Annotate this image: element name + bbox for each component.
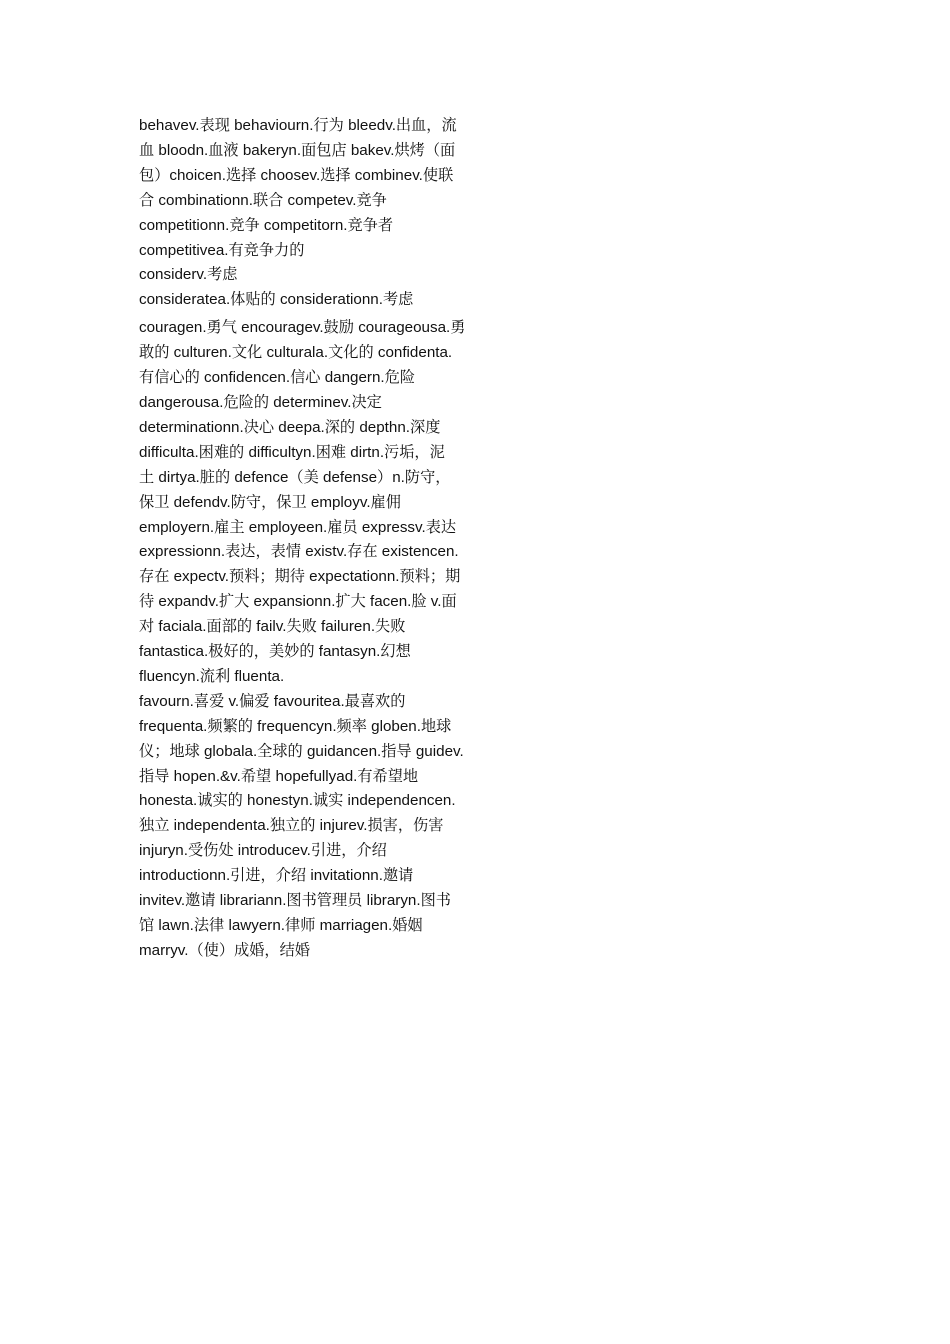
text-line: introductionn.引进，介绍 invitationn.邀请 <box>139 867 414 885</box>
text-line: difficulta.困难的 difficultyn.困难 dirtn.污垢，泥 <box>139 443 445 461</box>
text-line: determinationn.决心 deepa.深的 depthn.深度 <box>139 418 441 436</box>
vocabulary-text-block <box>139 114 489 964</box>
text-line: couragen.勇气 encouragev.鼓励 courageousa.勇 <box>139 319 466 337</box>
text-line: fluencyn.流利 fluenta. <box>139 667 285 685</box>
text-line: 独立 independenta.独立的 injurev.损害，伤害 <box>139 817 444 835</box>
text-line: frequenta.频繁的 frequencyn.频率 globen.地球 <box>139 717 452 735</box>
text-line: behavev.表现 behaviourn.行为 bleedv.出血，流 <box>139 117 457 134</box>
text-line: 对 faciala.面部的 failv.失败 failuren.失败 <box>139 618 406 636</box>
text-line: 敢的 culturen.文化 culturala.文化的 confidenta. <box>139 344 453 362</box>
text-line: 包）choicen.选择 choosev.选择 combinev.使联 <box>139 166 454 184</box>
text-line: 土 dirtya.脏的 defence（美 defense）n.防守， <box>139 468 451 486</box>
text-line: honesta.诚实的 honestyn.诚实 independencen. <box>139 792 456 810</box>
text-line: competitionn.竞争 competitorn.竞争者 <box>139 216 394 234</box>
text-line: 有信心的 confidencen.信心 dangern.危险 <box>139 369 416 387</box>
text-line: competitivea.有竞争力的 <box>139 241 305 259</box>
text-line: 指导 hopen.&v.希望 hopefullyad.有希望地 <box>139 767 419 785</box>
text-line: dangerousa.危险的 determinev.决定 <box>139 393 382 411</box>
text-line: 合 combinationn.联合 competev.竞争 <box>139 191 387 209</box>
text-line: consideratea.体贴的 considerationn.考虑 <box>139 291 414 309</box>
text-line: 血 bloodn.血液 bakeryn.面包店 bakev.烘烤（面 <box>139 141 456 159</box>
text-line: marryv.（使）成婚，结婚 <box>139 941 310 959</box>
text-line: 待 expandv.扩大 expansionn.扩大 facen.脸 v.面 <box>139 593 457 611</box>
text-line: expressionn.表达，表情 existv.存在 existencen. <box>139 543 459 561</box>
text-line: 保卫 defendv.防守，保卫 employv.雇佣 <box>139 493 401 511</box>
text-line: considerv.考虑 <box>139 266 238 284</box>
text-line: favourn.喜爱 v.偏爱 favouritea.最喜欢的 <box>139 692 406 710</box>
text-line: employern.雇主 employeen.雇员 expressv.表达 <box>139 518 457 536</box>
text-line: invitev.邀请 librariann.图书管理员 libraryn.图书 <box>139 892 451 910</box>
text-line: 馆 lawn.法律 lawyern.律师 marriagen.婚姻 <box>139 917 423 934</box>
text-line: fantastica.极好的，美妙的 fantasyn.幻想 <box>139 643 411 661</box>
text-line: injuryn.受伤处 introducev.引进，介绍 <box>139 842 387 860</box>
text-line: 存在 expectv.预料；期待 expectationn.预料；期 <box>139 568 461 586</box>
text-line: 仪；地球 globala.全球的 guidancen.指导 guidev. <box>139 742 464 760</box>
